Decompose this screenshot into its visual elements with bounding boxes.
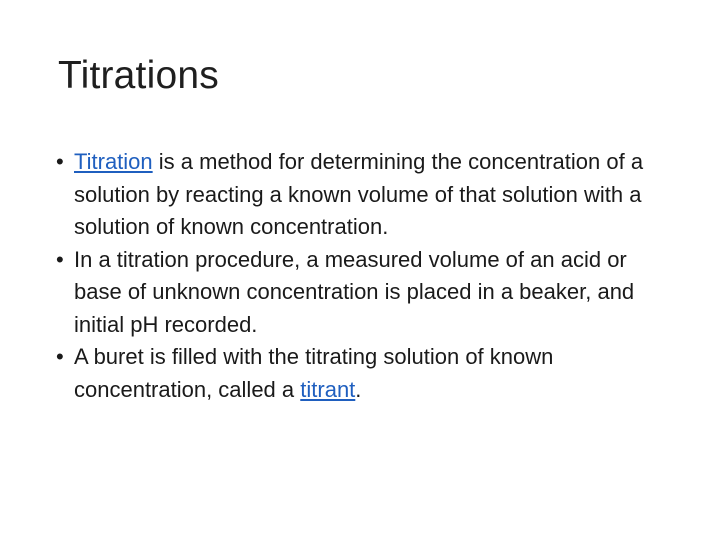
bullet-dot-icon: • xyxy=(56,149,64,174)
bullet-dot-icon: • xyxy=(56,344,64,369)
bullet-text: In a titration procedure, a measured volume of an acid or base of unknown concentration is placed in a beaker, and initial pH recorded. xyxy=(74,246,635,337)
titration-link[interactable]: Titration xyxy=(74,149,153,174)
bullet-item-buret xyxy=(56,341,676,406)
bullet-text: is a method for determining the concentration of a solution by reacting a known volume of that solution with a solution of known concentration. xyxy=(74,149,644,239)
bullet-list xyxy=(56,146,676,406)
bullet-item-titration-procedure xyxy=(56,244,676,342)
bullet-item-titration-definition xyxy=(56,146,676,244)
bullet-text: A buret is filled with the titrating solution of known concentration, called a xyxy=(74,344,554,402)
bullet-dot-icon: • xyxy=(56,246,64,272)
bullet-text-end: . xyxy=(355,376,362,402)
titrant-link[interactable]: titrant xyxy=(300,376,356,402)
slide-title: Titrations xyxy=(58,54,219,97)
